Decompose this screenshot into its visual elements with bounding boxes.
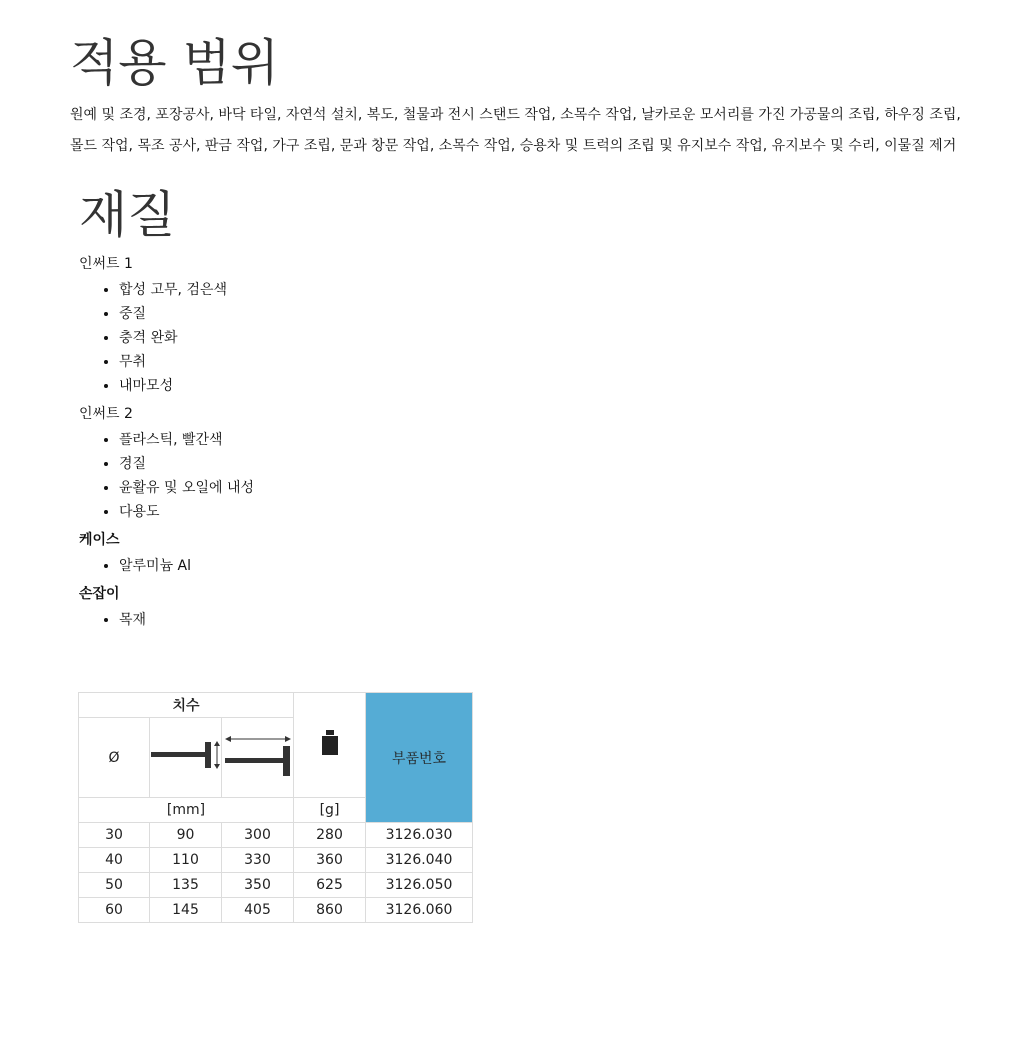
unit-mm: [mm] (79, 798, 294, 823)
material-group-label: 인써트 2 (79, 406, 133, 422)
diameter-symbol: Ø (79, 718, 150, 798)
table-cell: 3126.050 (366, 873, 473, 898)
material-list (79, 554, 779, 578)
material-group-handle (79, 584, 779, 632)
weight-icon (320, 729, 340, 757)
table-cell: 360 (294, 848, 366, 873)
list-item: • 합성 고무, 검은색 (119, 278, 779, 302)
table-cell: 300 (222, 823, 294, 848)
material-title: 재질 (79, 186, 176, 244)
spec-table (78, 692, 473, 923)
material-group-label: 손잡이 (79, 586, 120, 602)
list-item: • 내마모성 (119, 374, 779, 398)
table-cell: 145 (150, 898, 222, 923)
table-row (79, 898, 473, 923)
material-group-case (79, 530, 779, 578)
table-row (79, 873, 473, 898)
list-item: • 충격 완화 (119, 326, 779, 350)
table-cell: 30 (79, 823, 150, 848)
material-group-insert-2 (79, 404, 779, 524)
table-cell: 90 (150, 823, 222, 848)
grip-length-diagram-icon (151, 736, 221, 776)
table-cell: 3126.060 (366, 898, 473, 923)
table-cell: 3126.040 (366, 848, 473, 873)
material-group-label: 인써트 1 (79, 256, 133, 272)
material-list (79, 428, 779, 524)
list-item: • 알루미늄 Al (119, 554, 779, 578)
list-item: • 다용도 (119, 500, 779, 524)
list-item: • 무취 (119, 350, 779, 374)
table-cell: 3126.030 (366, 823, 473, 848)
table-row (79, 848, 473, 873)
table-cell: 60 (79, 898, 150, 923)
table-cell: 350 (222, 873, 294, 898)
dimensions-header: 치수 (79, 693, 294, 718)
total-length-diagram-icon (223, 734, 293, 778)
part-number-header: 부품번호 (366, 693, 473, 823)
list-item: • 윤활유 및 오일에 내성 (119, 476, 779, 500)
table-cell: 135 (150, 873, 222, 898)
grip-length-diagram-cell (150, 718, 222, 798)
list-item: • 목재 (119, 608, 779, 632)
table-cell: 50 (79, 873, 150, 898)
list-item: • 플라스틱, 빨간색 (119, 428, 779, 452)
material-section (79, 180, 779, 638)
list-item: • 경질 (119, 452, 779, 476)
weight-icon-cell (294, 693, 366, 798)
material-list (79, 608, 779, 632)
material-group-insert-1 (79, 254, 779, 398)
table-cell: 110 (150, 848, 222, 873)
table-cell: 40 (79, 848, 150, 873)
table-row (79, 823, 473, 848)
application-title: 적용 범위 (70, 34, 280, 92)
material-group-label: 케이스 (79, 532, 120, 548)
application-text: 원예 및 조경, 포장공사, 바닥 타일, 자연석 설치, 복도, 철물과 전시 스탠드 작업, 소목수 작업, 날카로운 모서리를 가진 가공물의 조립, 하우징 조립, 몰드 작업, 목조 공사, 판금 작업, 가구 조립, 문과 창문 작업, 소목수 작업, 승용차 및 트럭의 조립 및 유지보수 작업, 유지보수 및 수리, 이물질 제거 (70, 107, 961, 154)
unit-g: [g] (294, 798, 366, 823)
material-list (79, 278, 779, 398)
list-item: • 중질 (119, 302, 779, 326)
table-cell: 405 (222, 898, 294, 923)
table-cell: 280 (294, 823, 366, 848)
table-cell: 625 (294, 873, 366, 898)
table-cell: 860 (294, 898, 366, 923)
table-cell: 330 (222, 848, 294, 873)
total-length-diagram-cell (222, 718, 294, 798)
